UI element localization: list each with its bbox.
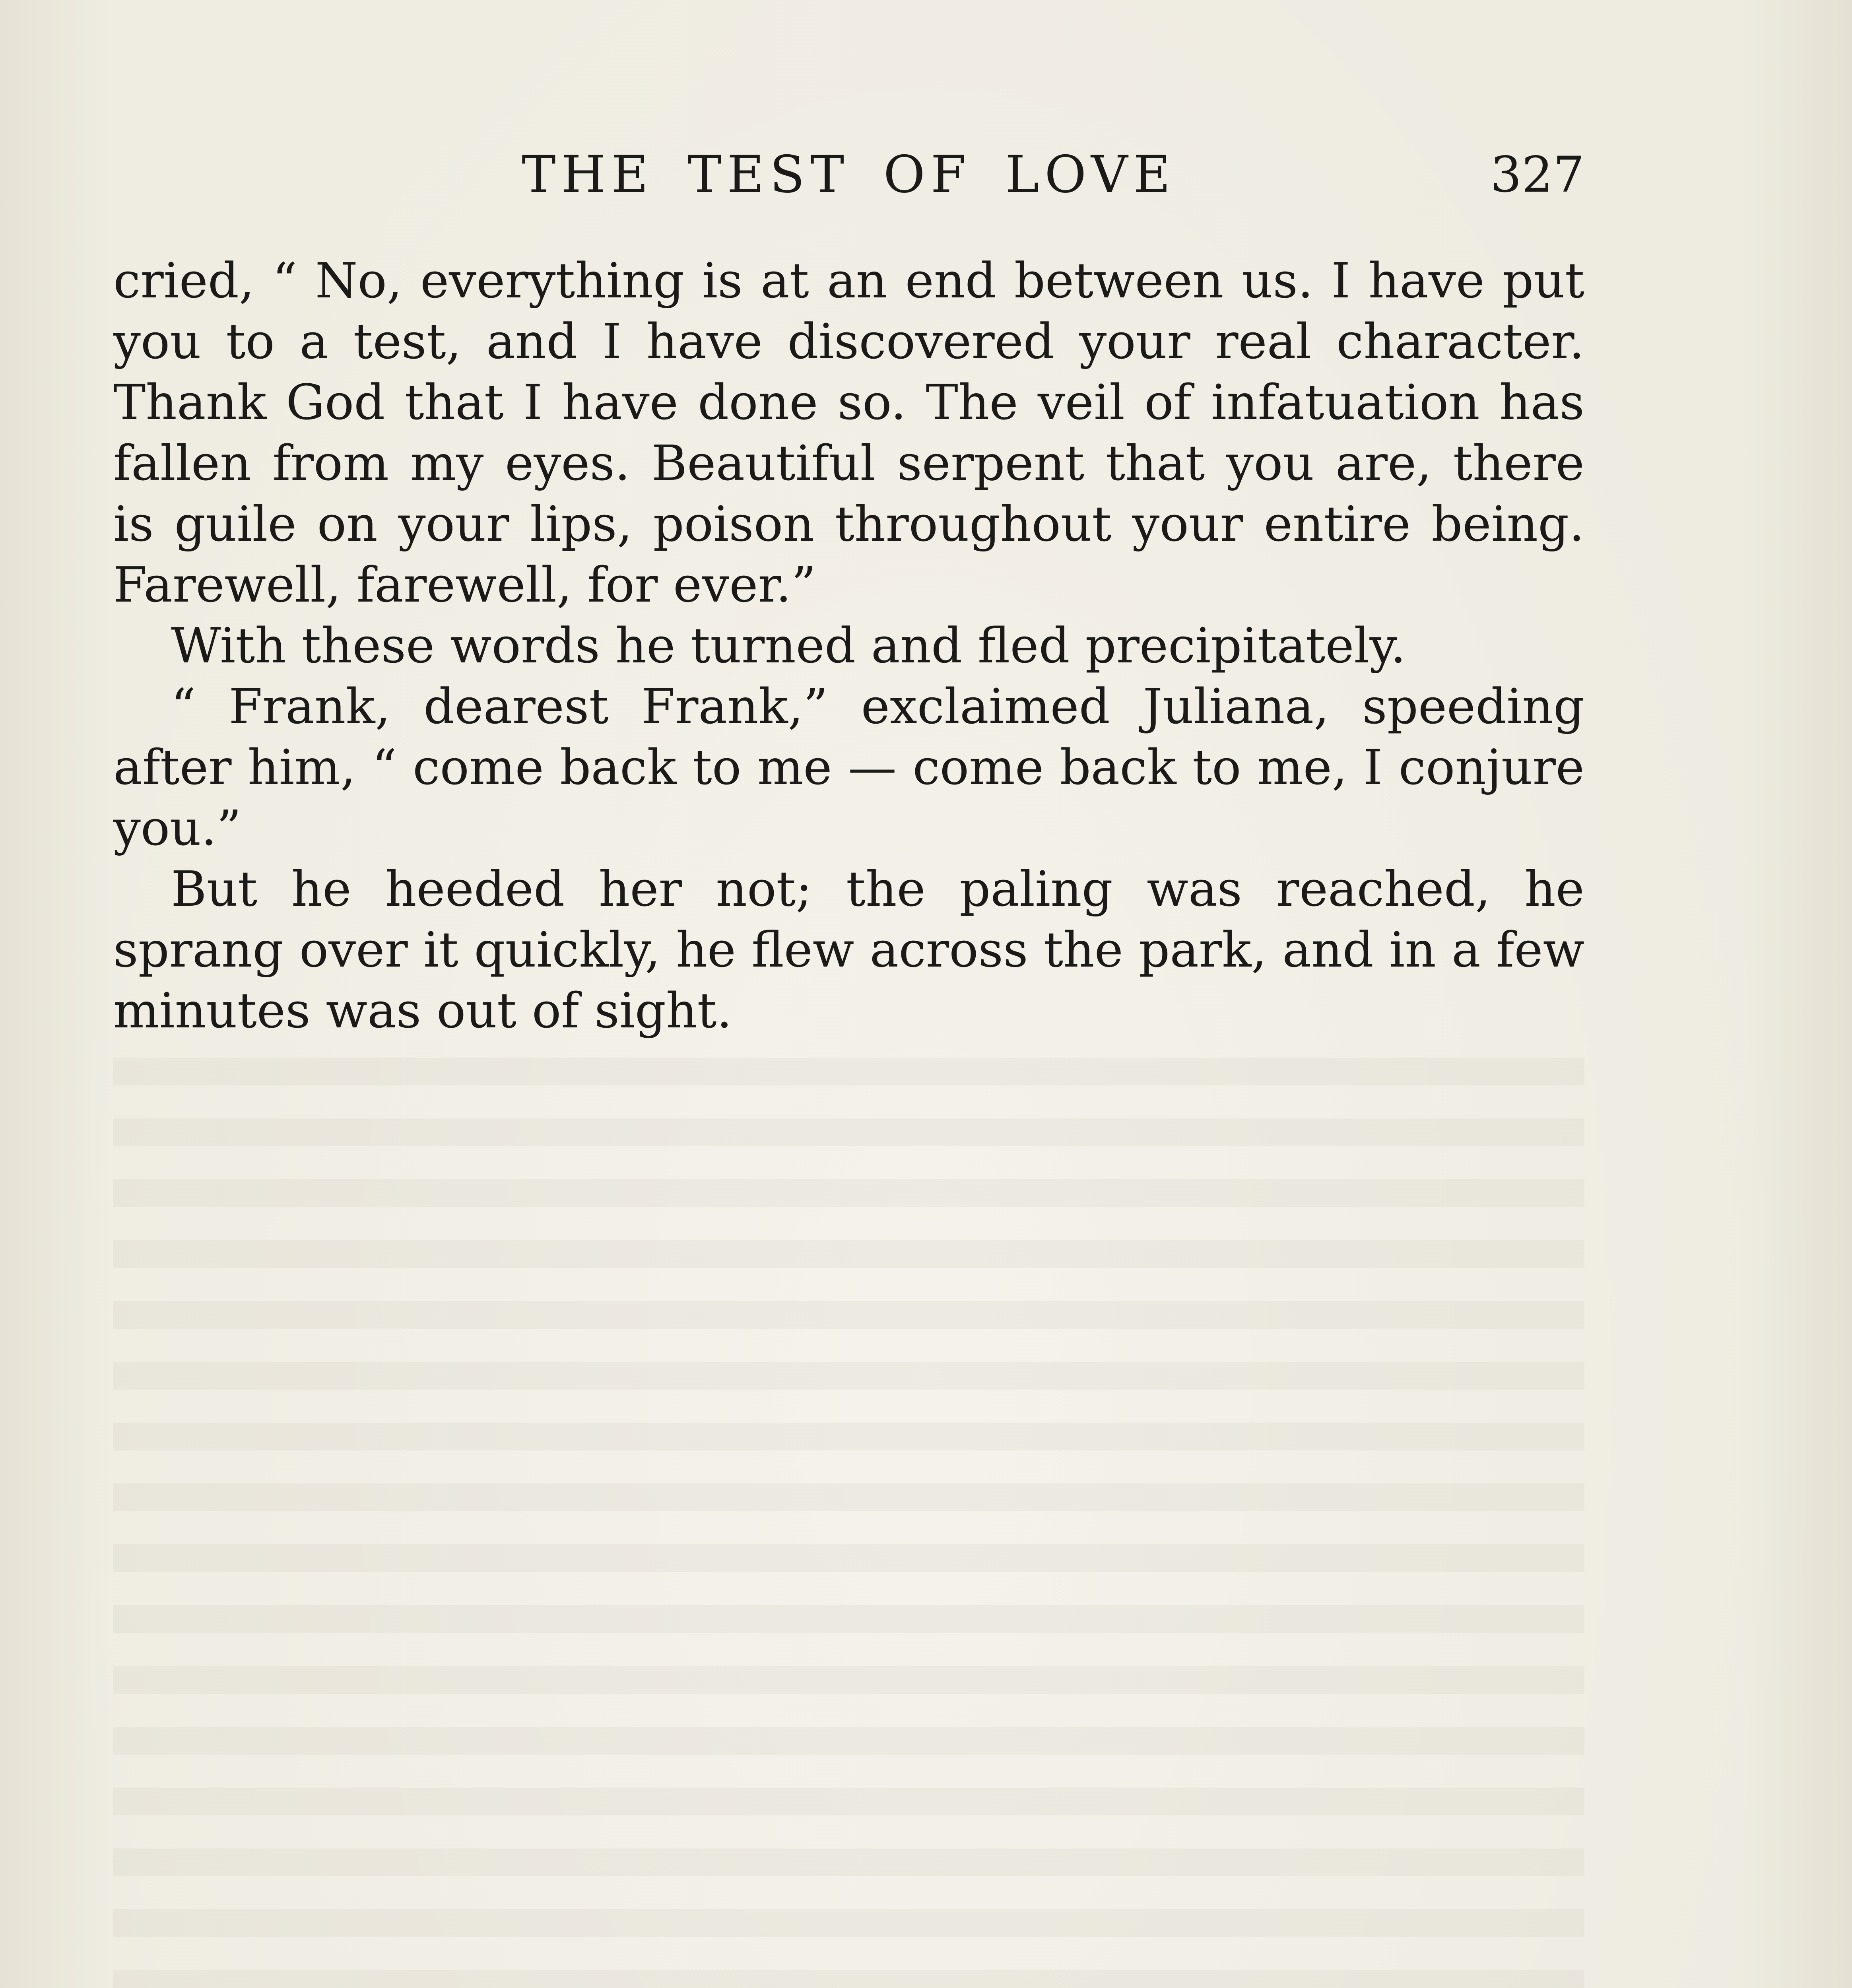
paragraph: “ Frank, dearest Frank,” exclaimed Juliana, speeding after him, “ come back to me — come back to me, I conjure you.” xyxy=(113,678,1584,856)
page-header xyxy=(113,141,1584,209)
paragraph: cried, “ No, everything is at an end between us. I have put you to a test, and I have discovered your real character. Thank God that I have done so. The veil of infatuation has fallen from my eyes. Beautiful serpent that you are, there is guile on your lips, poison throughout your entire being. Farewell, farewell, for ever.” xyxy=(113,252,1584,613)
body-text xyxy=(113,250,1584,1041)
paragraph: With these words he turned and fled precipitately. xyxy=(171,617,1406,674)
paragraph: But he heeded her not; the paling was reached, he sprang over it quickly, he flew across the park, and in a few minutes was out of sight. xyxy=(113,861,1584,1039)
page-number: 327 xyxy=(1490,146,1584,204)
reverse-side-show-through xyxy=(113,1042,1584,1988)
running-title: THE TEST OF LOVE xyxy=(522,145,1176,204)
